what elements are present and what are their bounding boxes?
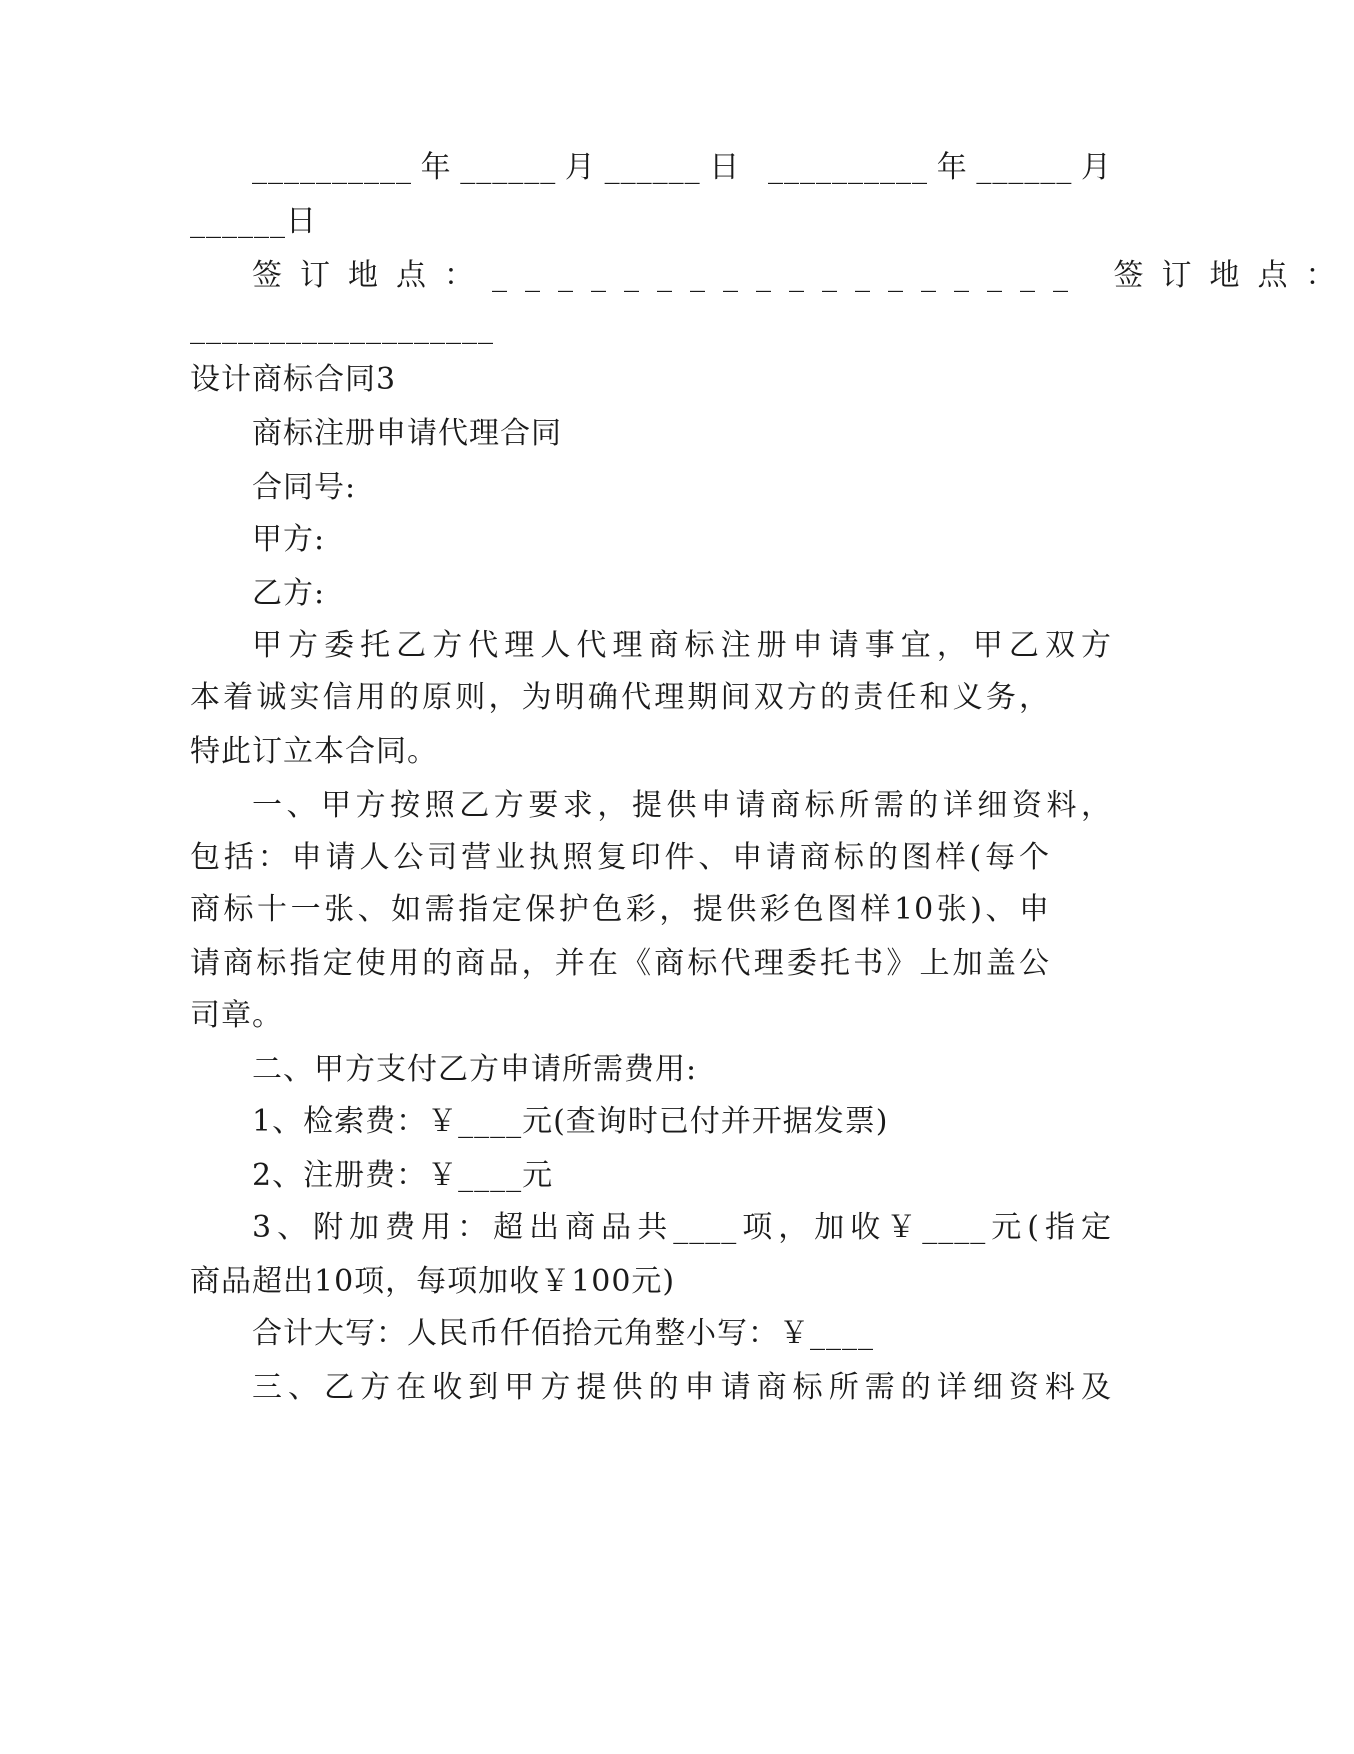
fee-additional-line: 3、附加费用：超出商品共____项，加收￥____元(指定 [252,1210,1112,1245]
clause-three-line: 三、乙方在收到甲方提供的申请商标所需的详细资料及 [252,1370,1112,1405]
contract-title: 商标注册申请代理合同 [252,416,562,451]
paragraph-line: 甲方委托乙方代理人代理商标注册申请事宜，甲乙双方 [252,628,1112,663]
fee-registration-line: 2、注册费：￥____元 [252,1158,554,1193]
party-b-label: 乙方: [252,576,326,611]
date-fields-line: __________年______月______日 __________年______月 [252,150,1112,185]
fee-additional-line-continued: 商品超出10项，每项加收￥100元) [190,1264,676,1299]
paragraph-line: 特此订立本合同。 [190,734,438,769]
clause-one-line: 一、甲方按照乙方要求，提供申请商标所需的详细资料， [252,788,1112,823]
fee-search-line: 1、检索费：￥____元(查询时已付并开据发票) [252,1104,889,1139]
fee-total-line: 合计大写：人民币仟佰拾元角整小写：￥____ [252,1316,874,1351]
clause-one-line: 包括：申请人公司营业执照复印件、申请商标的图样(每个 [190,840,1050,875]
clause-one-line: 商标十一张、如需指定保护色彩，提供彩色图样10张)、申 [190,892,1050,927]
party-a-label: 甲方: [252,522,326,557]
date-fields-line-continued: ______日 [190,204,317,239]
clause-two-heading: 二、甲方支付乙方申请所需费用: [252,1052,698,1087]
signing-place-blank: ___________________ [190,310,494,345]
clause-one-line: 司章。 [190,998,283,1033]
clause-one-line: 请商标指定使用的商品，并在《商标代理委托书》上加盖公 [190,946,1050,981]
signing-place-line: 签订地点：__________________ 签订地点： [252,258,1354,293]
section-heading: 设计商标合同3 [190,362,397,397]
contract-number-label: 合同号: [252,470,357,505]
paragraph-line: 本着诚实信用的原则，为明确代理期间双方的责任和义务， [190,680,1050,715]
